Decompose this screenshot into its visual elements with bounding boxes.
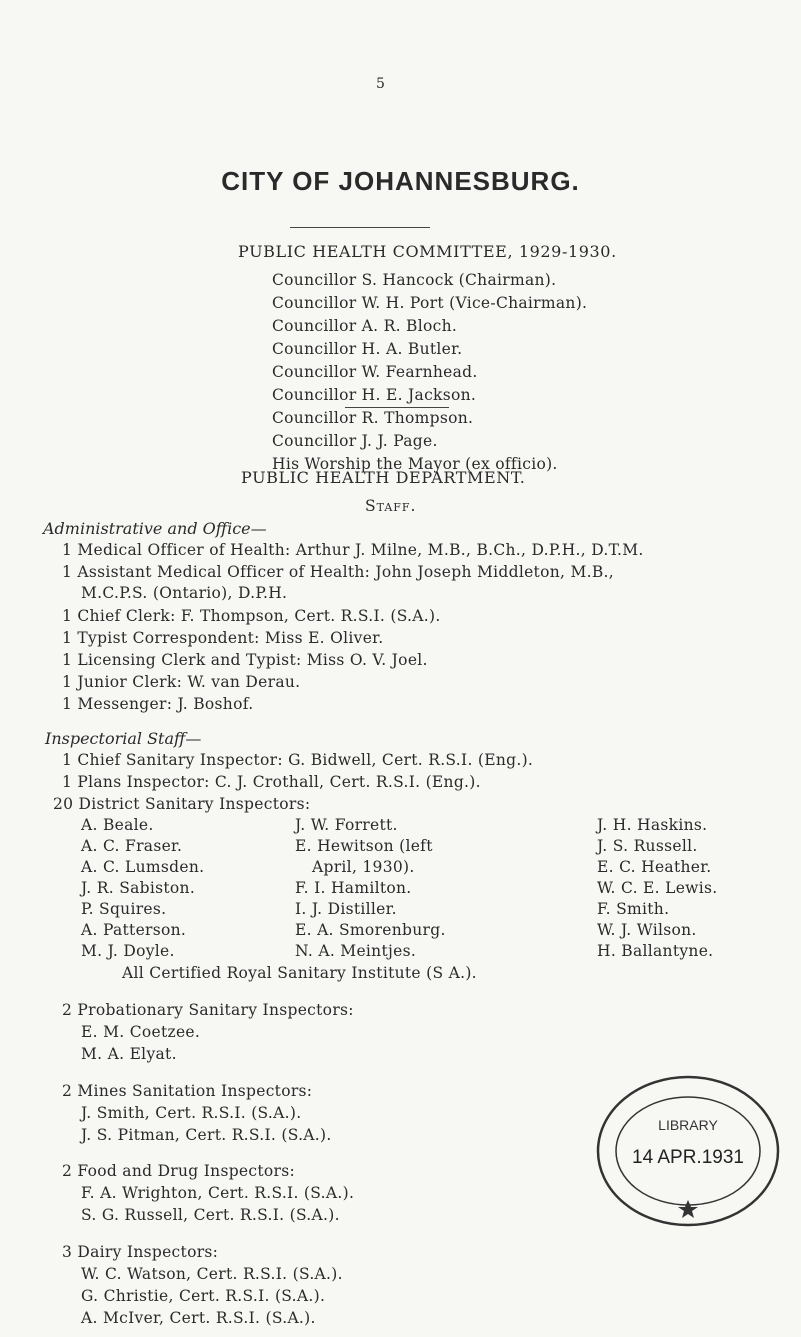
admin-line: 1 Licensing Clerk and Typist: Miss O. V. Joel.	[62, 651, 428, 669]
mines-name: J. S. Pitman, Cert. R.S.I. (S.A.).	[81, 1126, 332, 1144]
department-heading: PUBLIC HEALTH DEPARTMENT.	[241, 468, 526, 487]
inspector-name: P. Squires.	[81, 900, 167, 918]
committee-member: His Worship the Mayor (ex officio).	[272, 455, 558, 473]
committee-member: Councillor J. J. Page.	[272, 432, 438, 450]
inspector-name: E. C. Heather.	[597, 858, 712, 876]
mines-heading: 2 Mines Sanitation Inspectors:	[62, 1082, 313, 1100]
dairy-name: G. Christie, Cert. R.S.I. (S.A.).	[81, 1287, 326, 1305]
star-icon	[678, 1200, 698, 1218]
divider	[345, 407, 449, 408]
probationary-heading: 2 Probationary Sanitary Inspectors:	[62, 1001, 354, 1019]
admin-line: M.C.P.S. (Ontario), D.P.H.	[81, 584, 288, 602]
committee-heading: PUBLIC HEALTH COMMITTEE, 1929-1930.	[238, 242, 617, 261]
inspector-name: J. H. Haskins.	[597, 816, 708, 834]
committee-member: Councillor R. Thompson.	[272, 409, 474, 427]
inspector-name: W. J. Wilson.	[597, 921, 697, 939]
mines-name: J. Smith, Cert. R.S.I. (S.A.).	[81, 1104, 302, 1122]
inspector-name: M. J. Doyle.	[81, 942, 175, 960]
inspector-name: E. A. Smorenburg.	[295, 921, 446, 939]
admin-line: 1 Messenger: J. Boshof.	[62, 695, 254, 713]
admin-line: 1 Medical Officer of Health: Arthur J. Milne, M.B., B.Ch., D.P.H., D.T.M.	[62, 541, 644, 559]
dairy-heading: 3 Dairy Inspectors:	[62, 1243, 219, 1261]
inspector-name: W. C. E. Lewis.	[597, 879, 718, 897]
inspector-name: F. I. Hamilton.	[295, 879, 412, 897]
stamp-label: LIBRARY	[658, 1117, 718, 1133]
inspector-name: A. C. Fraser.	[81, 837, 183, 855]
inspector-name: J. R. Sabiston.	[81, 879, 196, 897]
inspectorial-line: 1 Plans Inspector: C. J. Crothall, Cert. R.S.I. (Eng.).	[62, 773, 481, 791]
inspector-name: A. Beale.	[81, 816, 154, 834]
admin-line: 1 Assistant Medical Officer of Health: John Joseph Middleton, M.B.,	[62, 563, 614, 581]
food-heading: 2 Food and Drug Inspectors:	[62, 1162, 296, 1180]
probationary-name: M. A. Elyat.	[81, 1045, 177, 1063]
inspectorial-line: 1 Chief Sanitary Inspector: G. Bidwell, Cert. R.S.I. (Eng.).	[62, 751, 534, 769]
document-title: CITY OF JOHANNESBURG.	[221, 166, 580, 196]
inspector-name: F. Smith.	[597, 900, 670, 918]
probationary-name: E. M. Coetzee.	[81, 1023, 201, 1041]
divider	[290, 227, 430, 228]
inspector-name: I. J. Distiller.	[295, 900, 397, 918]
admin-line: 1 Typist Correspondent: Miss E. Oliver.	[62, 629, 384, 647]
inspector-name: H. Ballantyne.	[597, 942, 714, 960]
inspector-name: N. A. Meintjes.	[295, 942, 417, 960]
inspector-name: A. Patterson.	[81, 921, 187, 939]
inspector-name: J. S. Russell.	[597, 837, 698, 855]
admin-heading: Administrative and Office—	[43, 519, 267, 538]
library-stamp	[593, 1072, 783, 1230]
committee-member: Councillor H. A. Butler.	[272, 340, 463, 358]
food-name: F. A. Wrighton, Cert. R.S.I. (S.A.).	[81, 1184, 355, 1202]
inspectorial-line: 20 District Sanitary Inspectors:	[53, 795, 311, 813]
district-column-1	[81, 815, 204, 962]
committee-member: Councillor W. H. Port (Vice-Chairman).	[272, 294, 588, 312]
inspector-name: April, 1930).	[312, 858, 415, 876]
committee-member: Councillor H. E. Jackson.	[272, 386, 477, 404]
dairy-name: W. C. Watson, Cert. R.S.I. (S.A.).	[81, 1265, 343, 1283]
food-name: S. G. Russell, Cert. R.S.I. (S.A.).	[81, 1206, 340, 1224]
inspector-name: E. Hewitson (left	[295, 837, 433, 855]
page-number: 5	[376, 76, 385, 92]
certified-note: All Certified Royal Sanitary Institute (S A.).	[122, 964, 477, 982]
inspector-name: J. W. Forrett.	[295, 816, 398, 834]
stamp-date: 14 APR.1931	[632, 1147, 744, 1168]
dairy-name: A. McIver, Cert. R.S.I. (S.A.).	[81, 1309, 316, 1327]
admin-line: 1 Junior Clerk: W. van Derau.	[62, 673, 301, 691]
staff-label: Staff.	[365, 497, 417, 515]
inspectorial-heading: Inspectorial Staff—	[45, 729, 202, 748]
inspector-name: A. C. Lumsden.	[81, 858, 205, 876]
committee-member: Councillor W. Fearnhead.	[272, 363, 478, 381]
committee-member: Councillor A. R. Bloch.	[272, 317, 458, 335]
committee-member: Councillor S. Hancock (Chairman).	[272, 271, 557, 289]
admin-line: 1 Chief Clerk: F. Thompson, Cert. R.S.I. (S.A.).	[62, 607, 441, 625]
committee-members	[272, 269, 587, 476]
district-column-3	[597, 815, 717, 962]
district-column-2	[295, 815, 446, 962]
